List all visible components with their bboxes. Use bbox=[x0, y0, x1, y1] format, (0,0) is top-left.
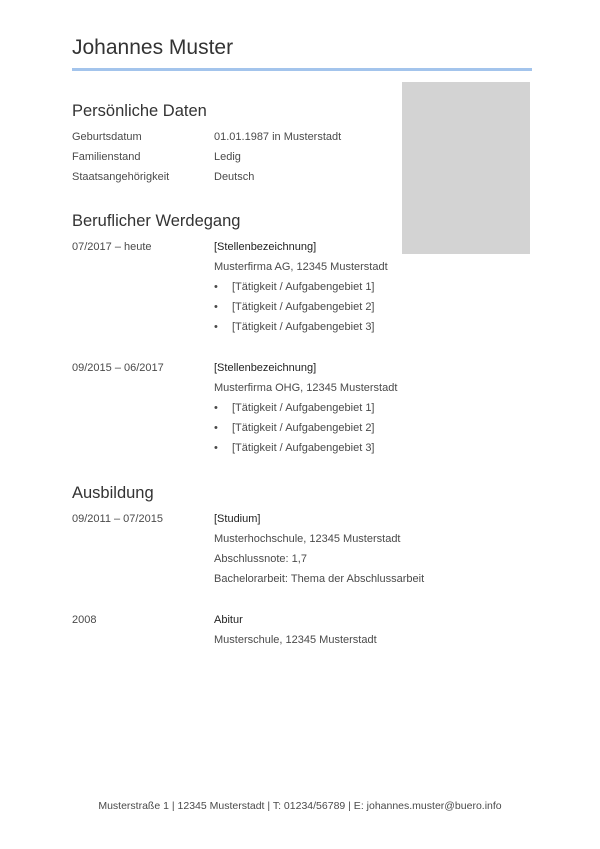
career-task-text: [Tätigkeit / Aufgabengebiet 2] bbox=[232, 422, 375, 434]
personal-value-marital: Ledig bbox=[214, 151, 241, 163]
personal-value-nationality: Deutsch bbox=[214, 171, 255, 183]
header-divider bbox=[72, 68, 532, 71]
section-title-career: Beruflicher Werdegang bbox=[72, 212, 241, 230]
career-period: 07/2017 – heute bbox=[72, 241, 152, 253]
career-period: 09/2015 – 06/2017 bbox=[72, 362, 164, 374]
section-title-education: Ausbildung bbox=[72, 484, 154, 502]
career-position: [Stellenbezeichnung] bbox=[214, 362, 317, 374]
career-task bbox=[214, 442, 375, 454]
bullet-icon: • bbox=[214, 442, 218, 454]
bullet-icon: • bbox=[214, 422, 218, 434]
personal-label-marital: Familienstand bbox=[72, 151, 141, 163]
career-task-text: [Tätigkeit / Aufgabengebiet 3] bbox=[232, 321, 375, 333]
career-task bbox=[214, 301, 375, 313]
photo-placeholder bbox=[402, 82, 530, 254]
career-company: Musterfirma OHG, 12345 Musterstadt bbox=[214, 382, 398, 394]
career-task-text: [Tätigkeit / Aufgabengebiet 1] bbox=[232, 281, 375, 293]
bullet-icon: • bbox=[214, 402, 218, 414]
career-company: Musterfirma AG, 12345 Musterstadt bbox=[214, 261, 388, 273]
personal-label-birth: Geburtsdatum bbox=[72, 131, 142, 143]
personal-label-nationality: Staatsangehörigkeit bbox=[72, 171, 170, 183]
career-task bbox=[214, 281, 375, 293]
education-line: Abschlussnote: 1,7 bbox=[214, 553, 307, 565]
career-task-text: [Tätigkeit / Aufgabengebiet 3] bbox=[232, 442, 375, 454]
education-line: Musterschule, 12345 Musterstadt bbox=[214, 634, 377, 646]
bullet-icon: • bbox=[214, 301, 218, 313]
career-task-text: [Tätigkeit / Aufgabengebiet 2] bbox=[232, 301, 375, 313]
career-task bbox=[214, 422, 375, 434]
applicant-name: Johannes Muster bbox=[72, 36, 234, 59]
education-line: Bachelorarbeit: Thema der Abschlussarbeit bbox=[214, 573, 425, 585]
bullet-icon: • bbox=[214, 321, 218, 333]
education-degree: Abitur bbox=[214, 614, 243, 626]
education-degree: [Studium] bbox=[214, 513, 261, 525]
contact-footer: Musterstraße 1 | 12345 Musterstadt | T: 01234/56789 | E: johannes.muster@buero.info bbox=[98, 800, 502, 812]
education-period: 09/2011 – 07/2015 bbox=[72, 513, 163, 525]
education-line: Musterhochschule, 12345 Musterstadt bbox=[214, 533, 401, 545]
career-task-text: [Tätigkeit / Aufgabengebiet 1] bbox=[232, 402, 375, 414]
career-task bbox=[214, 402, 375, 414]
career-task bbox=[214, 321, 375, 333]
career-position: [Stellenbezeichnung] bbox=[214, 241, 317, 253]
personal-value-birth: 01.01.1987 in Musterstadt bbox=[214, 131, 342, 143]
education-period: 2008 bbox=[72, 614, 97, 626]
bullet-icon: • bbox=[214, 281, 218, 293]
section-title-personal: Persönliche Daten bbox=[72, 102, 207, 120]
